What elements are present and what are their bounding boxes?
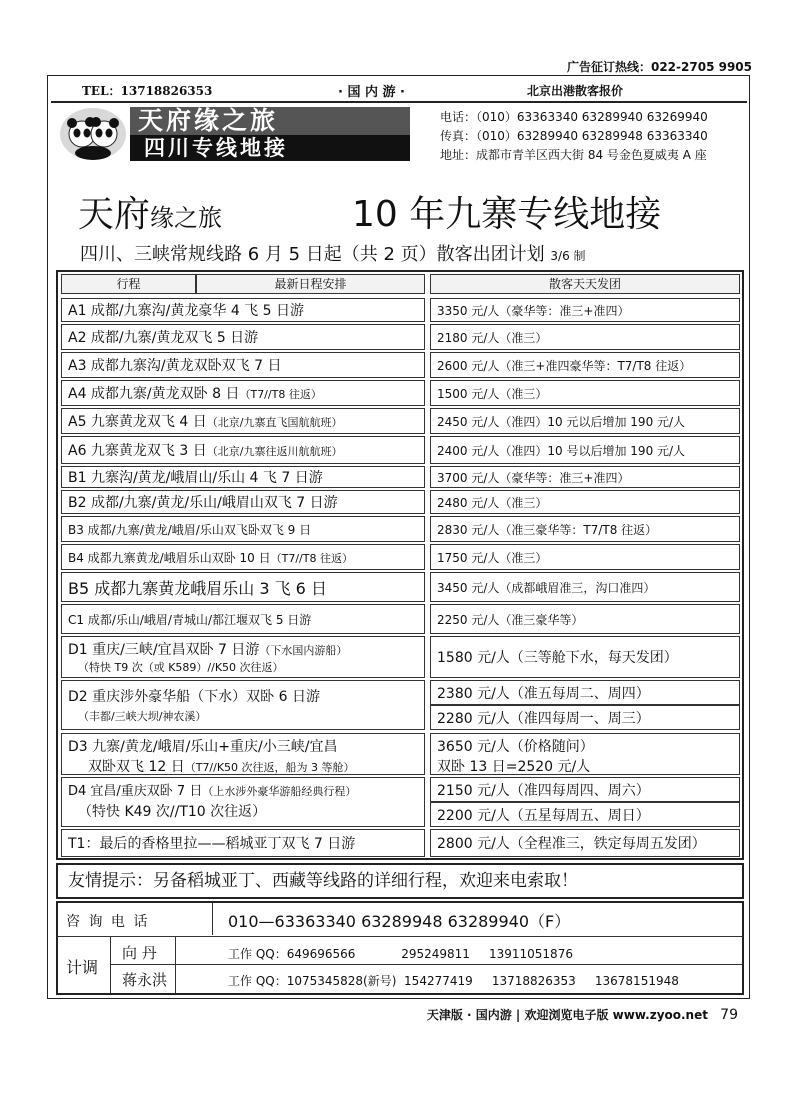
footer-text: 天津版 · 国内游 | 欢迎浏览电子版 www.zyoo.net [426,1008,708,1022]
header-section: · 国 内 游 · [338,85,405,100]
title-big: 天府 [78,194,151,235]
route-row-1 [61,324,425,350]
route-row-5 [61,436,425,464]
route-row-4 [61,408,425,434]
route-row-6 [61,466,425,488]
route-row-line [68,521,418,538]
price-text: 2180 元/人（准三） [437,330,548,345]
price-d4-b-text: 2200 元/人（五星每周五、周日） [437,807,650,824]
route-d4 [61,777,425,827]
route-note: （T7//T8 往返） [270,551,353,565]
planner-hline [111,964,742,965]
friendly-tip: 友情提示：另备稻城亚丁、西藏等线路的详细行程，欢迎来电索取！ [56,863,744,899]
route-row-8 [61,516,425,542]
planner-vline [110,937,111,993]
price-text: 3450 元/人（成都峨眉准三，沟口准四） [437,580,656,595]
price-d3-b: 双卧 13 日=2520 元/人 [437,759,591,775]
route-d4-main: D4 宜昌/重庆双卧 7 日 [68,784,203,799]
route-text: A3 成都九寨沟/黄龙双卧双飞 7 日 [68,358,282,374]
page-number: 79 [720,1007,738,1023]
price-d2-a [430,680,740,705]
th-route: 行程 [61,274,196,294]
route-d2-main: D2 重庆涉外豪华船（下水）双卧 6 日游 [68,689,320,705]
contact-fax: 传真：（010）63289940 63289948 63363340 [440,129,708,143]
header-tel: TEL：13718826353 [82,84,213,98]
route-row-line [68,611,418,628]
price-row-9 [430,544,740,570]
price-d4-b [430,802,740,827]
subtitle-text: 四川、三峡常规线路 6 月 5 日起（共 2 页）散客出团计划 [80,244,545,265]
route-text: A5 九寨黄龙双飞 4 日 [68,414,207,430]
subtitle-note: 3/6 制 [550,249,586,263]
route-d3 [61,733,425,775]
route-row-line [68,549,418,566]
route-d2-sites: （丰都/三峡大坝/神农溪） [78,710,207,723]
header-right: 北京出港散客报价 [527,84,624,98]
route-d3-main: D3 九寨/黄龙/峨眉/乐山+重庆/小三峡/宜昌 [68,739,338,755]
price-row-10 [430,572,740,602]
route-row-9 [61,544,425,570]
consult-divider [58,936,742,937]
ad-hotline: 广告征订热线：022-2705 9905 [566,60,752,74]
route-d2 [61,680,425,730]
planner-1-name: 向 丹 [122,944,157,962]
route-text: A4 成都九寨/黄龙双卧 8 日 [68,386,240,402]
brand-tagline: 四川专线地接 [130,135,410,161]
price-row-1 [430,324,740,350]
price-row-8 [430,516,740,542]
price-text: 2450 元/人（准四）10 元以后增加 190 元/人 [437,414,686,429]
price-row-3 [430,380,740,406]
price-text: 1500 元/人（准三） [437,386,548,401]
price-t1 [430,829,740,857]
price-d4-a [430,777,740,802]
price-text: 2830 元/人（准三豪华等：T7/T8 往返） [437,522,658,537]
planner-2-name: 蒋永洪 [122,971,168,989]
route-t1 [61,829,425,857]
price-row-7 [430,490,740,514]
price-text: 1750 元/人（准三） [437,550,548,565]
footer [427,1006,738,1023]
route-row-line [68,355,418,375]
planner-2-info: 工作 QQ：1075345828(新号) 154277419 13718826353 13678151948 [228,974,679,988]
route-d4-note: （上水涉外豪华游船经典行程） [202,785,357,798]
route-text: B3 成都/九寨/黄龙/峨眉/乐山双飞卧双飞 9 日 [68,522,312,537]
route-d1-note: （下水国内游船） [259,644,348,657]
route-d4-train: （特快 K49 次//T10 次往返） [78,804,267,820]
price-d4-a-text: 2150 元/人（准四每周四、周六） [437,782,650,799]
route-row-10 [61,572,425,602]
planner-label: 计调 [66,958,99,977]
title-small: 缘之旅 [150,204,223,232]
price-row-5 [430,436,740,464]
price-d1 [430,636,740,678]
route-text: B5 成都九寨黄龙峨眉乐山 3 飞 6 日 [68,578,327,598]
price-d2-b-text: 2280 元/人（准四每周一、周三） [437,710,650,727]
price-d1-text: 1580 元/人（三等舱下水，每天发团） [437,650,678,666]
route-d1 [61,636,425,678]
price-text: 3350 元/人（豪华等：准三+准四） [437,303,630,318]
route-note: （北京/九寨往返川航航班） [206,445,343,458]
planner-1-info: 工作 QQ：649696566 295249811 13911051876 [228,947,573,961]
route-row-line [68,576,418,599]
route-d3-sub: 双卧双飞 12 日 [88,759,185,775]
route-text: B1 九寨沟/黄龙/峨眉山/乐山 4 飞 7 日游 [68,470,323,486]
route-row-7 [61,490,425,514]
title-headline: 10 年九寨专线地接 [352,194,662,235]
price-d3-a: 3650 元/人（价格随问） [437,739,594,755]
contact-phone: 电话：（010）63363340 63289940 63269940 [440,110,708,124]
route-d1-train: （特快 T9 次（或 K589）//K50 次往返） [78,661,284,674]
price-row-0 [430,298,740,322]
route-row-3 [61,380,425,406]
price-text: 3700 元/人（豪华等：准三+准四） [437,470,630,485]
price-row-6 [430,466,740,488]
price-row-11 [430,604,740,634]
planner-vline-2 [175,937,176,993]
th-schedule: 最新日程安排 [196,274,425,294]
route-row-line [68,300,418,320]
route-row-11 [61,604,425,634]
contact-address: 地址：成都市青羊区西大街 84 号金色夏威夷 A 座 [440,148,707,162]
route-row-line [68,492,418,512]
brand-name: 天府缘之旅 [130,107,410,135]
consult-numbers: 010—63363340 63289948 63289940（F） [228,912,571,931]
consult-label: 咨 询 电 话 [66,914,150,930]
route-note: （T7//T8 往返） [239,388,322,401]
route-row-0 [61,298,425,322]
route-row-line [68,467,418,487]
route-text: B4 成都九寨黄龙/峨眉乐山双卧 10 日 [68,550,271,565]
price-row-4 [430,408,740,434]
route-text: A1 成都/九寨沟/黄龙豪华 4 飞 5 日游 [68,303,304,319]
route-row-2 [61,352,425,378]
price-text: 2600 元/人（准三+准四豪华等：T7/T8 往返） [437,358,692,373]
price-row-2 [430,352,740,378]
route-row-line [68,411,418,431]
route-d1-main: D1 重庆/三峡/宜昌双卧 7 日游 [68,642,260,658]
route-note: （北京/九寨直飞国航航班） [206,416,343,429]
price-text: 2400 元/人（准四）10 号以后增加 190 元/人 [437,443,686,458]
price-d2-b [430,705,740,730]
route-text: A2 成都/九寨/黄龙双飞 5 日游 [68,330,259,346]
price-t1-text: 2800 元/人（全程准三，铁定每周五发团） [437,836,706,852]
price-text: 2480 元/人（准三） [437,495,548,510]
route-t1-text: T1：最后的香格里拉——稻城亚丁双飞 7 日游 [68,836,356,852]
route-text: C1 成都/乐山/峨眉/青城山/都江堰双飞 5 日游 [68,612,312,627]
route-d3-note: （T7//K50 次往返，船为 3 等舱） [184,761,355,774]
th-departure: 散客天天发团 [430,274,740,294]
price-d3 [430,733,740,775]
price-d2-a-text: 2380 元/人（准五每周二、周四） [437,685,650,702]
route-text: B2 成都/九寨/黄龙/乐山/峨眉山双飞 7 日游 [68,495,338,511]
panda-logo-icon [60,108,126,160]
page-title [78,186,222,237]
subtitle [80,240,586,266]
price-text: 2250 元/人（准三豪华等） [437,612,584,627]
route-row-line [68,383,418,403]
route-row-line [68,327,418,347]
header-rule [51,101,747,103]
consult-vline [212,903,213,935]
route-row-line [68,440,418,460]
route-text: A6 九寨黄龙双飞 3 日 [68,443,207,459]
